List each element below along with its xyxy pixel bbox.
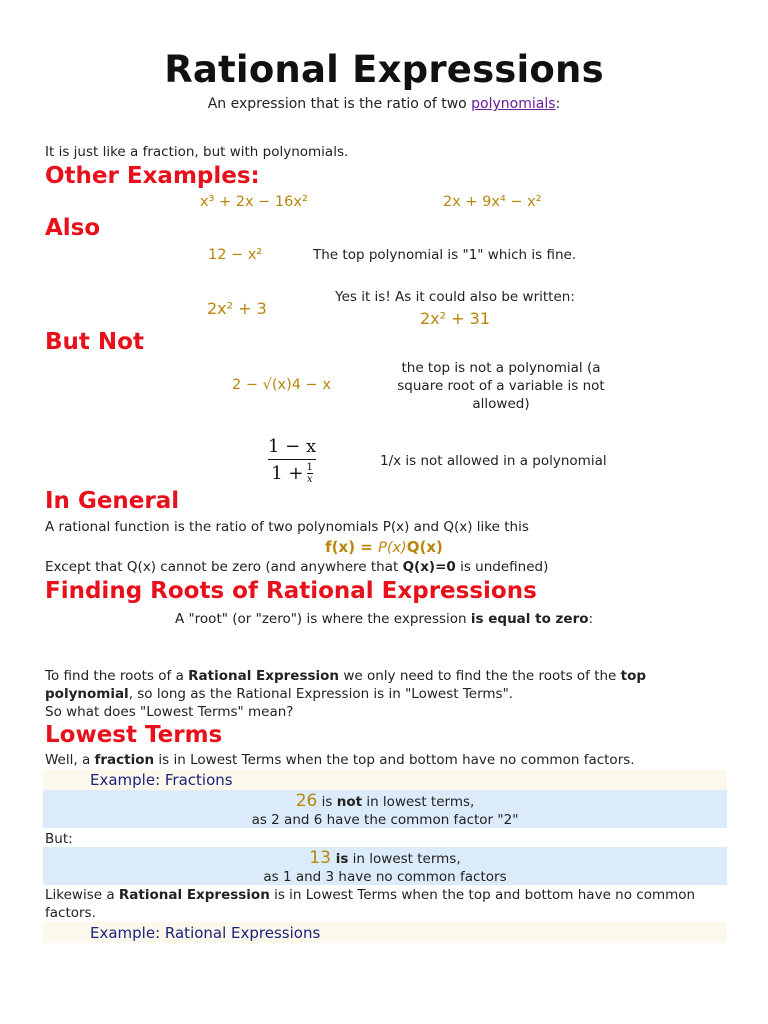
intro-line [0,96,768,112]
root-def-suffix: : [588,611,594,627]
example-fractions-label: Example: Fractions [90,771,233,789]
lowest-terms-heading: Lowest Terms [45,722,223,748]
p1-e: , so long as the Rational Expression is in "Lowest Terms". [128,686,514,702]
roots-paragraph [45,667,735,721]
p1-a: To find the roots of a [45,668,189,684]
formula-denominator: Q(x) [406,538,443,556]
p1-b: Rational Expression [188,668,340,684]
but-not-expression-1: 2 − √(x)4 − x [232,377,331,393]
lt-a: Well, a [45,752,95,768]
line2-bold: Q(x)=0 [402,559,456,575]
root-def-prefix: A "root" (or "zero") is where the expression [174,611,471,627]
fraction-example-a-line2: as 2 and 6 have the common factor "2" [251,812,519,828]
fraction-example-b-line2: as 1 and 3 have no common factors [263,869,507,885]
in-general-heading: In General [45,488,180,514]
fraction-top: 1 − x [268,436,317,457]
in-general-line2 [45,559,548,575]
ex-a-bold: not [336,794,363,810]
likewise-b: Rational Expression [118,887,270,903]
likewise-paragraph [45,886,735,922]
example-expression-1: x³ + 2x − 16x² [200,194,308,210]
but-not-note-1: the top is not a polynomial (a square root of a variable is not allowed) [397,360,605,412]
but-not-heading: But Not [45,329,144,355]
p1-c: we only need to find the the roots of the [339,668,621,684]
fraction-example-b-line1 [43,848,727,868]
lt-b: fraction [94,752,155,768]
page-title: Rational Expressions [164,48,604,91]
root-definition [0,611,768,627]
example-rational-label: Example: Rational Expressions [90,924,321,942]
rational-function-formula [0,538,768,556]
small-fraction-bottom: x [306,474,313,485]
also-expression-alt: 2x² + 31 [420,309,490,328]
ex-a-mid: is [317,794,337,810]
line2-suffix: is undefined) [455,559,549,575]
fraction-example-a-line1 [43,791,727,811]
example-expression-2: 2x + 9x⁴ − x² [443,194,542,210]
formula-left: f(x) = [325,538,379,556]
other-examples-heading: Other Examples: [45,163,260,189]
lt-c: is in Lowest Terms when the top and bottom have no common factors. [154,752,635,768]
fraction-26: 26 [295,791,318,811]
line2-prefix: Except that Q(x) cannot be zero (and anywhere that [45,559,403,575]
intro-text: An expression that is the ratio of two [207,96,472,112]
likewise-a: Likewise a [45,887,119,903]
ex-b-end: in lowest terms, [348,851,461,867]
formula-numerator: P(x) [378,540,407,556]
but-text: But: [45,831,73,847]
root-def-bold: is equal to zero [470,611,589,627]
ex-b-bold: is [331,851,349,867]
also-expression-1: 12 − x² [208,247,263,263]
also-note-1: The top polynomial is "1" which is fine. [313,247,577,263]
lowest-terms-line [45,752,635,768]
also-expression-2: 2x² + 3 [207,299,267,318]
p2: So what does "Lowest Terms" mean? [45,704,294,720]
but-not-fraction [268,436,316,485]
but-not-note-2: 1/x is not allowed in a polynomial [380,453,607,469]
ex-a-end: in lowest terms, [362,794,475,810]
also-heading: Also [45,215,101,241]
likewise-c: is in Lowest Terms when the top and bottom have no common factors. [45,887,696,921]
finding-roots-heading: Finding Roots of Rational Expressions [45,578,537,604]
in-general-line1: A rational function is the ratio of two polynomials P(x) and Q(x) like this [45,519,529,535]
p1-d: top polynomial [45,668,647,702]
fraction-bottom: 1 + [271,463,304,484]
polynomials-link[interactable]: polynomials [471,96,556,112]
just-like-text: It is just like a fraction, but with polynomials. [45,144,349,160]
also-note-2: Yes it is! As it could also be written: [335,289,575,305]
small-fraction-top: 1 [306,462,313,473]
intro-suffix: : [555,96,561,112]
fraction-13: 13 [309,848,331,868]
